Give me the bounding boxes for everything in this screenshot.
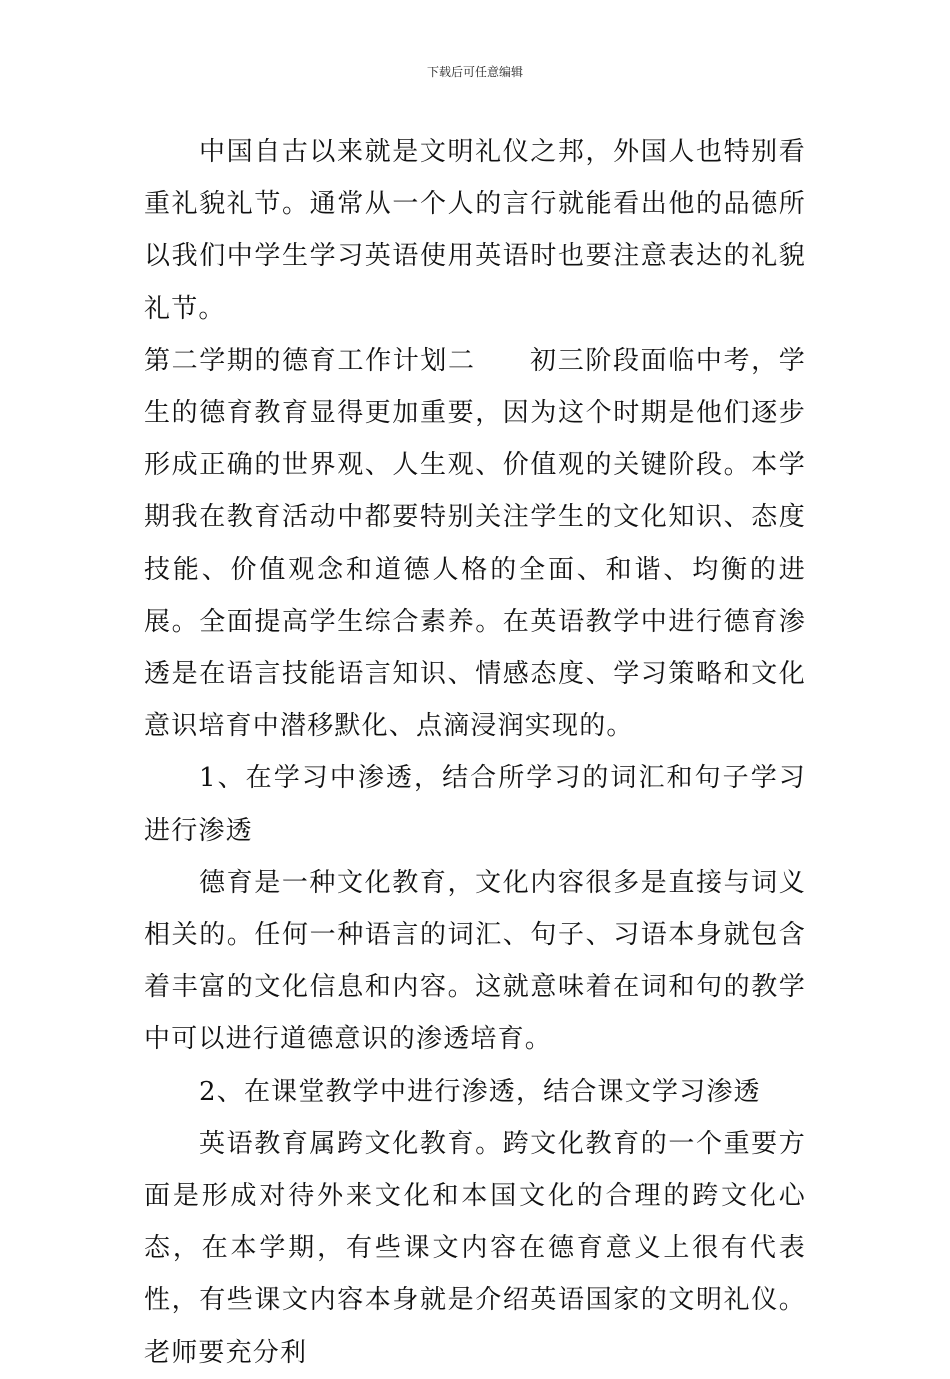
paragraph-plan [144,335,806,753]
paragraph-plan-text: 初三阶段面临中考，学生的德育教育显得更加重要，因为这个时期是他们逐步形成正确的世界观、人生观、价值观的关键阶段。本学期我在教育活动中都要特别关注学生的文化知识、态度技能、价值观念和道德人格的全面、和谐、均衡的进展。全面提高学生综合素养。在英语教学中进行德育渗透是在语言技能语言知识、情感态度、学习策略和文化意识培育中潜移默化、点滴浸润实现的。 [144,345,806,742]
paragraph-etiquette: 中国自古以来就是文明礼仪之邦，外国人也特别看重礼貌礼节。通常从一个人的言行就能看出他的品德所以我们中学生学习英语使用英语时也要注意表达的礼貌礼节。 [144,137,806,324]
list-item-2: 2、在课堂教学中进行渗透，结合课文学习渗透 [199,1076,761,1107]
page-header: 下载后可任意编辑 [426,65,523,79]
list-item-1: 1、在学习中渗透，结合所学习的词汇和句子学习进行渗透 [144,763,806,846]
paragraph-vocabulary: 德育是一种文化教育，文化内容很多是直接与词义相关的。任何一种语言的词汇、句子、习语本身就包含着丰富的文化信息和内容。这就意味着在词和句的教学中可以进行道德意识的渗透培育。 [144,867,806,1055]
document-body [144,126,806,1379]
paragraph-cross-culture: 英语教育属跨文化教育。跨文化教育的一个重要方面是形成对待外来文化和本国文化的合理的跨文化心态，在本学期，有些课文内容在德育意义上很有代表性，有些课文内容本身就是介绍英语国家的文明礼仪。老师要充分利 [144,1128,806,1368]
section-title: 第二学期的德育工作计划二 [144,345,476,376]
